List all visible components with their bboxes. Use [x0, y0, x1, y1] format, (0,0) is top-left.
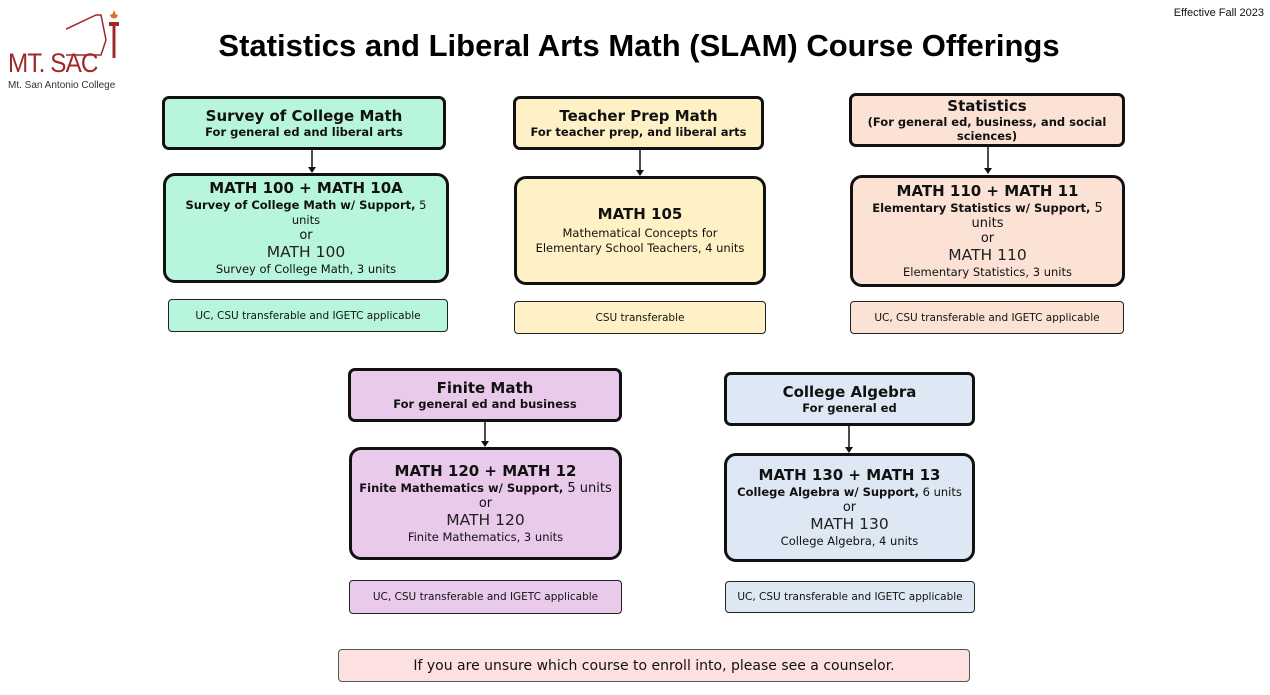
- page-title: Statistics and Liberal Arts Math (SLAM) Course Offerings: [218, 28, 1060, 63]
- arrow-connector: [634, 150, 646, 177]
- course-alt: MATH 130: [810, 515, 889, 533]
- heading-title: Survey of College Math: [205, 107, 403, 125]
- transfer-note-college-algebra: UC, CSU transferable and IGETC applicable: [725, 581, 975, 613]
- effective-date: Effective Fall 2023: [1173, 7, 1264, 19]
- heading-title: Finite Math: [436, 379, 534, 397]
- heading-subtitle: For general ed and liberal arts: [205, 125, 403, 139]
- course-box-statistics: [850, 175, 1125, 287]
- transfer-note-survey: UC, CSU transferable and IGETC applicable: [168, 299, 448, 332]
- logo-wordmark: MT. SAC: [8, 48, 98, 78]
- arrow-connector: [843, 426, 855, 454]
- heading-subtitle-line1: (For general ed, business, and social: [867, 114, 1107, 129]
- course-main: MATH 105: [597, 205, 683, 223]
- heading-subtitle-line2: sciences): [956, 128, 1018, 143]
- course-box-college-algebra: [724, 453, 975, 562]
- course-alt-desc: Survey of College Math, 3 units: [215, 262, 397, 276]
- heading-subtitle: For general ed: [802, 401, 897, 415]
- arrow-connector: [306, 150, 318, 174]
- course-box-survey: [163, 173, 449, 283]
- heading-title: College Algebra: [782, 383, 917, 401]
- or-label: or: [842, 500, 857, 515]
- course-main-desc: Elementary Statistics w/ Support, 5 units: [872, 201, 1103, 231]
- course-main-desc: Survey of College Math w/ Support, 5 units: [185, 198, 427, 227]
- pathway-heading-finite: [348, 368, 622, 422]
- heading-title: Statistics: [947, 96, 1027, 115]
- course-main-desc-line1: Mathematical Concepts for: [562, 226, 718, 240]
- transfer-note-statistics: UC, CSU transferable and IGETC applicable: [850, 301, 1124, 334]
- course-main: MATH 130 + MATH 13: [758, 466, 941, 484]
- or-label: or: [299, 228, 313, 243]
- course-alt-desc: College Algebra, 4 units: [780, 534, 919, 548]
- course-main: MATH 110 + MATH 11: [896, 182, 1079, 200]
- course-alt: MATH 120: [446, 511, 525, 529]
- heading-subtitle: For general ed and business: [393, 397, 577, 411]
- course-alt: MATH 110: [948, 246, 1027, 264]
- course-box-finite: [349, 447, 622, 560]
- course-alt: MATH 100: [266, 243, 346, 261]
- pathway-heading-survey: [162, 96, 446, 150]
- arrow-connector: [479, 422, 491, 448]
- logo-subtext: Mt. San Antonio College: [8, 80, 116, 91]
- pathway-heading-teacher-prep: [513, 96, 764, 150]
- course-alt-desc: Elementary Statistics, 3 units: [903, 265, 1072, 279]
- arrow-connector: [982, 147, 994, 175]
- heading-subtitle: For teacher prep, and liberal arts: [530, 125, 747, 139]
- or-label: or: [980, 231, 995, 246]
- course-main-desc: Finite Mathematics w/ Support, 5 units: [359, 481, 612, 496]
- course-alt-desc: Finite Mathematics, 3 units: [407, 530, 564, 544]
- pathway-heading-statistics: [849, 93, 1125, 147]
- course-main: MATH 120 + MATH 12: [394, 462, 577, 480]
- or-label: or: [478, 496, 493, 511]
- transfer-note-teacher-prep: CSU transferable: [514, 301, 766, 334]
- course-main-desc-line2: Elementary School Teachers, 4 units: [535, 241, 745, 255]
- heading-title: Teacher Prep Math: [559, 107, 718, 125]
- course-main-desc: College Algebra w/ Support, 6 units: [737, 485, 962, 499]
- counselor-note: If you are unsure which course to enroll into, please see a counselor.: [338, 649, 970, 682]
- course-box-teacher-prep: [514, 176, 766, 285]
- transfer-note-finite: UC, CSU transferable and IGETC applicable: [349, 580, 622, 614]
- course-main: MATH 100 + MATH 10A: [209, 179, 403, 197]
- pathway-heading-college-algebra: [724, 372, 975, 426]
